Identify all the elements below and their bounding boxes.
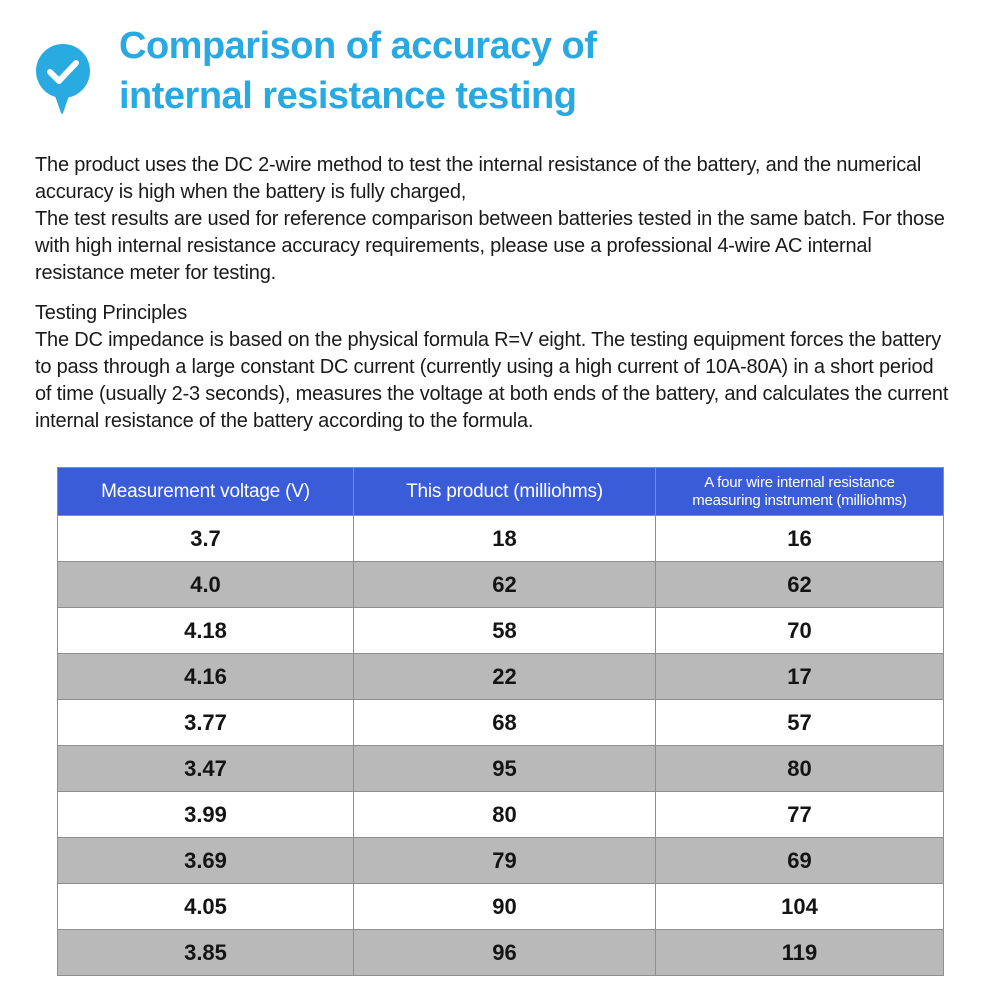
voltage-cell: 4.0 <box>58 562 354 608</box>
fourwire-cell: 69 <box>656 838 944 884</box>
fourwire-cell: 16 <box>656 516 944 562</box>
col-header-voltage: Measurement voltage (V) <box>58 468 354 516</box>
product-cell: 68 <box>354 700 656 746</box>
fourwire-cell: 57 <box>656 700 944 746</box>
check-bubble-icon <box>33 43 93 119</box>
table-row <box>58 930 944 976</box>
principles-heading: Testing Principles <box>35 302 188 324</box>
table-row <box>58 838 944 884</box>
voltage-cell: 4.16 <box>58 654 354 700</box>
table-row <box>58 562 944 608</box>
page-title-line1: Comparison of accuracy of <box>119 25 597 67</box>
voltage-cell: 3.85 <box>58 930 354 976</box>
product-cell: 58 <box>354 608 656 654</box>
table-row <box>58 654 944 700</box>
product-cell: 22 <box>354 654 656 700</box>
fourwire-cell: 70 <box>656 608 944 654</box>
comparison-table <box>57 467 944 976</box>
table-row <box>58 516 944 562</box>
product-cell: 79 <box>354 838 656 884</box>
product-cell: 90 <box>354 884 656 930</box>
page-title-line2: internal resistance testing <box>119 75 577 117</box>
voltage-cell: 4.05 <box>58 884 354 930</box>
fourwire-cell: 104 <box>656 884 944 930</box>
table-row <box>58 792 944 838</box>
intro-section <box>35 152 965 287</box>
principles-paragraph: The DC impedance is based on the physical formula R=V eight. The testing equipment forces the battery to pass through a large constant DC current (currently using a high current of 10A-80A) in a short period of time (usually 2-3 seconds), measures the voltage at both ends of the battery, and calculates the current internal resistance of the battery according to the formula. <box>35 329 949 432</box>
principles-section <box>35 300 951 435</box>
voltage-cell: 3.7 <box>58 516 354 562</box>
product-cell: 96 <box>354 930 656 976</box>
intro-paragraph: The product uses the DC 2-wire method to test the internal resistance of the battery, and the numerical accuracy is high when the battery is fully charged, <box>35 154 922 203</box>
col-header-fourwire <box>656 468 944 516</box>
col-header-product: This product (milliohms) <box>354 468 656 516</box>
product-cell: 80 <box>354 792 656 838</box>
col-header-fourwire-line2: measuring instrument (milliohms) <box>692 491 907 509</box>
fourwire-cell: 119 <box>656 930 944 976</box>
table-row <box>58 884 944 930</box>
voltage-cell: 3.47 <box>58 746 354 792</box>
voltage-cell: 3.69 <box>58 838 354 884</box>
table-header-row <box>58 468 944 516</box>
fourwire-cell: 17 <box>656 654 944 700</box>
warning-paragraph: The test results are used for reference comparison between batteries tested in the same batch. For those with high internal resistance accuracy requirements, please use a professional 4-wire AC internal resistance meter for testing. <box>35 208 945 284</box>
voltage-cell: 4.18 <box>58 608 354 654</box>
product-cell: 95 <box>354 746 656 792</box>
voltage-cell: 3.99 <box>58 792 354 838</box>
page-title <box>119 21 596 121</box>
fourwire-cell: 80 <box>656 746 944 792</box>
product-cell: 62 <box>354 562 656 608</box>
fourwire-cell: 77 <box>656 792 944 838</box>
table-row <box>58 746 944 792</box>
voltage-cell: 3.77 <box>58 700 354 746</box>
fourwire-cell: 62 <box>656 562 944 608</box>
table-row <box>58 700 944 746</box>
product-cell: 18 <box>354 516 656 562</box>
col-header-fourwire-line1: A four wire internal resistance <box>704 473 895 491</box>
table-row <box>58 608 944 654</box>
